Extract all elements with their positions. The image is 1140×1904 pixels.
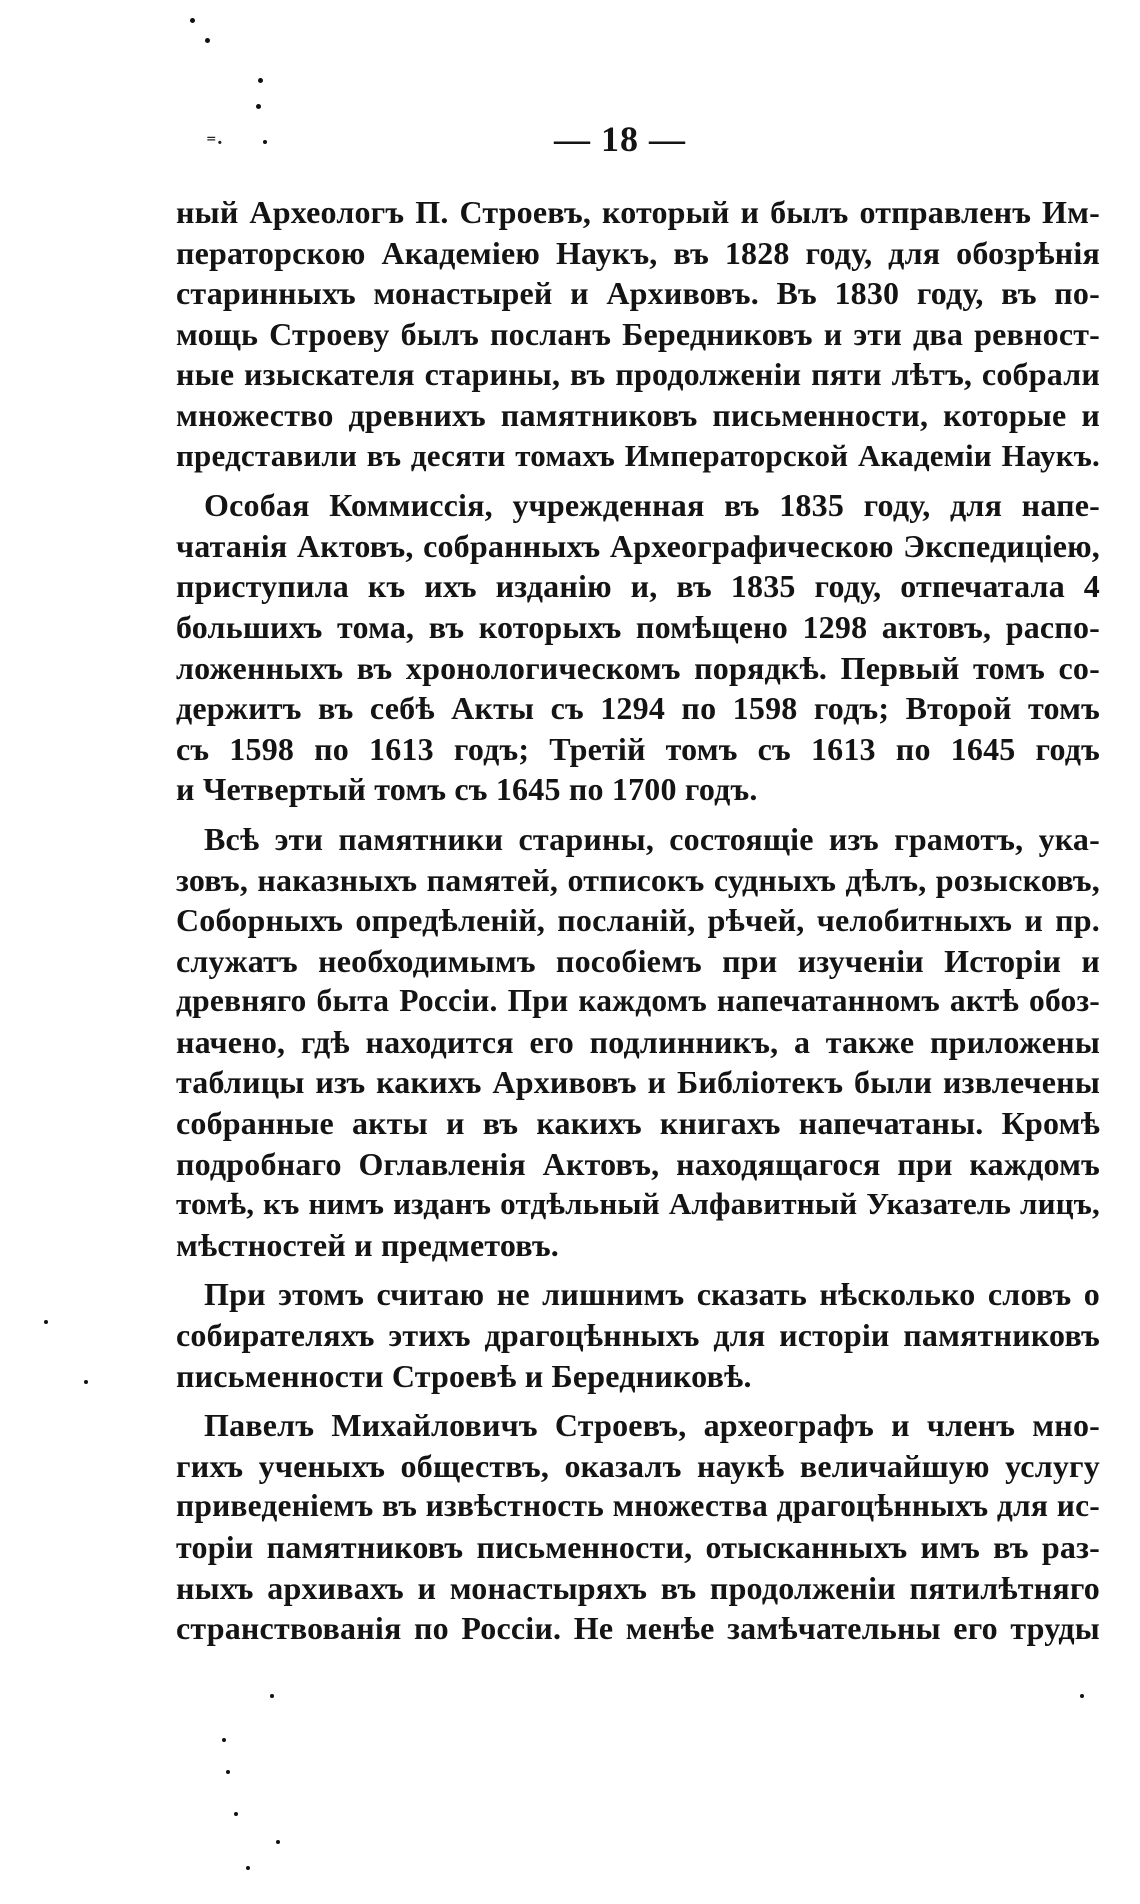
scan-speck <box>258 78 263 83</box>
text-line: представили въ десяти томахъ Императорской Академіи Наукъ. <box>176 437 1100 473</box>
text-line: держитъ въ себѣ Акты съ 1294 по 1598 годъ; Второй томъ <box>176 690 1100 727</box>
text-line: съ 1598 по 1613 годъ; Третій томъ съ 1613 по 1645 годъ <box>176 730 1100 767</box>
page-number: — 18 — <box>554 119 686 159</box>
scan-speck <box>270 1694 274 1698</box>
paragraph <box>176 819 1100 1266</box>
scan-speck <box>205 38 210 43</box>
text-line: письменности Строевѣ и Бередниковѣ. <box>176 1357 752 1394</box>
text-line: мѣстностей и предметовъ. <box>176 1226 560 1263</box>
scan-speck <box>276 1840 280 1844</box>
text-line: томѣ, къ нимъ изданъ отдѣльный Алфавитный Указатель лицъ, <box>176 1186 1100 1222</box>
paragraph <box>176 192 1100 476</box>
scan-speck <box>44 1320 48 1324</box>
text-line: ные изыскателя старины, въ продолженіи пяти лѣтъ, собрали <box>176 356 1100 393</box>
text-line: приведеніемъ въ извѣстность множества драгоцѣнныхъ для ис- <box>176 1488 1100 1524</box>
text-line: старинныхъ монастырей и Архивовъ. Въ 1830 году, въ по- <box>176 275 1100 312</box>
scan-speck <box>190 18 195 23</box>
text-line: начено, гдѣ находится его подлинникъ, а также приложены <box>176 1023 1100 1060</box>
paragraph <box>176 1274 1100 1396</box>
text-line: При этомъ считаю не лишнимъ сказать нѣсколько словъ о <box>204 1276 1100 1313</box>
text-line: собирателяхъ этихъ драгоцѣнныхъ для исторіи памятниковъ <box>176 1317 1100 1354</box>
text-line: ныхъ архивахъ и монастыряхъ въ продолженіи пятилѣтняго <box>176 1569 1100 1606</box>
text-line: мощь Строеву былъ посланъ Бередниковъ и эти два ревност- <box>176 315 1100 352</box>
text-line: приступила къ ихъ изданію и, въ 1835 году, отпечатала 4 <box>176 568 1100 605</box>
scan-speck <box>256 104 261 109</box>
text-line: Особая Коммиссія, учрежденная въ 1835 году, для напе- <box>204 487 1100 524</box>
text-line: странствованія по Россіи. Не менѣе замѣчательны его труды <box>176 1610 1100 1647</box>
scan-mark: ⁼· <box>206 132 224 154</box>
scan-speck <box>226 1770 230 1774</box>
text-line: служатъ необходимымъ пособіемъ при изученіи Исторіи и <box>176 942 1100 979</box>
text-line: древняго быта Россіи. При каждомъ напечатанномъ актѣ обоз- <box>176 983 1100 1019</box>
text-line: таблицы изъ какихъ Архивовъ и Библіотекъ были извлечены <box>176 1064 1100 1101</box>
body-text <box>176 192 1100 1649</box>
text-line: Всѣ эти памятники старины, состоящіе изъ грамотъ, ука- <box>204 820 1100 857</box>
text-line: и Четвертый томъ съ 1645 по 1700 годъ. <box>176 771 758 808</box>
text-line: Павелъ Михайловичъ Строевъ, археографъ и членъ мно- <box>204 1407 1100 1444</box>
scan-speck <box>234 1812 238 1816</box>
text-line: чатанія Актовъ, собранныхъ Археографическою Экспедиціею, <box>176 527 1100 564</box>
scan-speck <box>1080 1694 1084 1698</box>
text-line: ложенныхъ въ хронологическомъ порядкѣ. Первый томъ со- <box>176 649 1100 686</box>
paragraph <box>176 1405 1100 1649</box>
text-line: Соборныхъ опредѣленій, посланій, рѣчей, челобитныхъ и пр. <box>176 902 1100 939</box>
text-line: ный Археологъ П. Строевъ, который и былъ отправленъ Им- <box>176 194 1100 230</box>
text-line: ператорскою Академіею Наукъ, въ 1828 году, для обозрѣнія <box>176 234 1100 271</box>
scan-speck <box>246 1866 250 1870</box>
text-line: торіи памятниковъ письменности, отысканныхъ имъ въ раз- <box>176 1529 1100 1565</box>
scan-speck <box>222 1738 226 1742</box>
text-line: подробнаго Оглавленія Актовъ, находящагося при каждомъ <box>176 1145 1100 1182</box>
paragraph <box>176 485 1100 810</box>
text-line: собранные акты и въ какихъ книгахъ напечатаны. Кромѣ <box>176 1105 1100 1142</box>
text-line: гихъ ученыхъ обществъ, оказалъ наукѣ величайшую услугу <box>176 1447 1100 1484</box>
text-line: множество древнихъ памятниковъ письменности, которые и <box>176 396 1100 433</box>
scan-speck <box>84 1380 88 1384</box>
text-line: большихъ тома, въ которыхъ помѣщено 1298 актовъ, распо- <box>176 608 1100 645</box>
text-line: зовъ, наказныхъ памятей, отписокъ судныхъ дѣлъ, розысковъ, <box>176 861 1100 898</box>
